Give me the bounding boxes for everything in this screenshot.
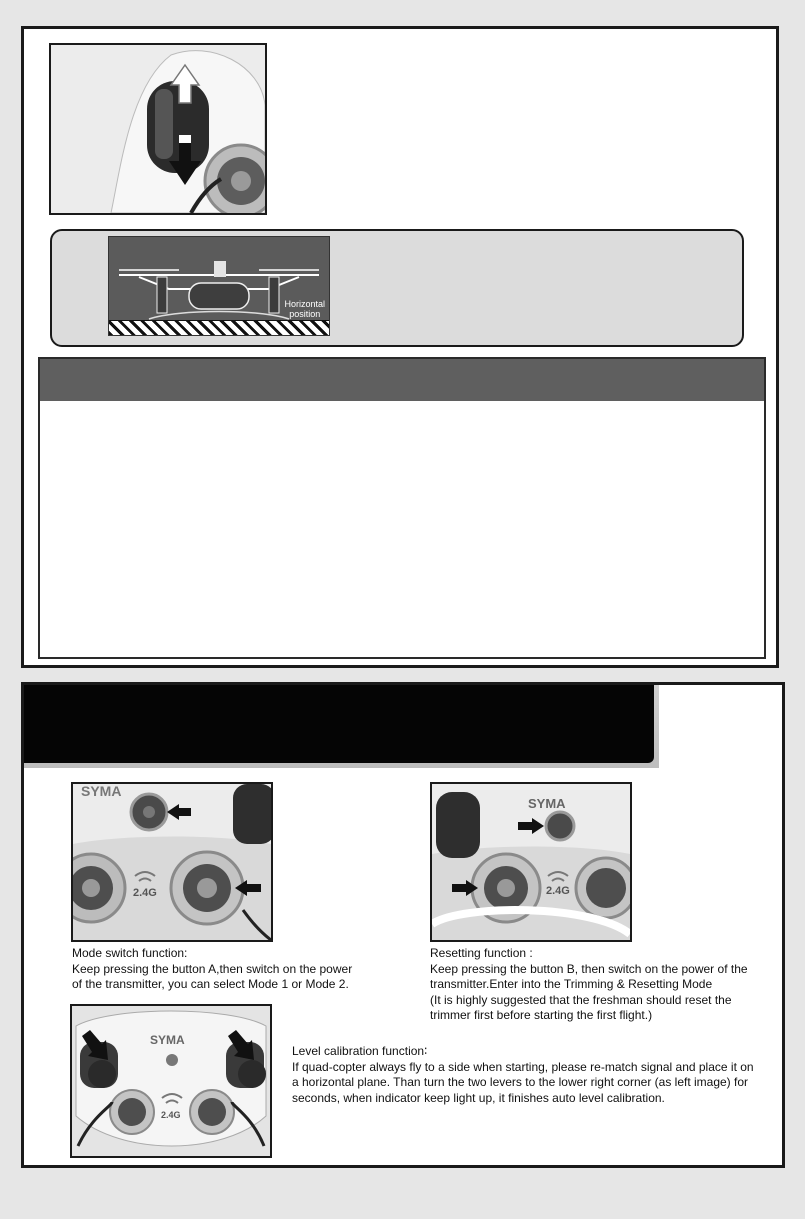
resetting-heading: Resetting function : — [430, 946, 533, 960]
level-calibration-line: If quad-copter always fly to a side when starting, please re-match signal and place it on — [292, 1059, 754, 1074]
band-label: 2.4G — [546, 885, 570, 897]
level-calibration-line: seconds, when indicator keep light up, it finishes auto level calibration. — [292, 1090, 665, 1105]
throttle-stick-photo — [49, 43, 267, 215]
resetting-line: trimmer first before starting the first flight.) — [430, 1008, 653, 1022]
mode-switch-line: of the transmitter, you can select Mode 1 or Mode 2. — [72, 977, 349, 991]
brand-logo: SYMA — [528, 796, 566, 811]
resetting-line: Keep pressing the button B, then switch on the power of the — [430, 961, 748, 976]
mode-switch-heading: Mode switch function: — [72, 946, 188, 960]
level-calibration-heading: Level calibration function∶ — [292, 1044, 428, 1058]
level-calibration-description — [292, 1044, 754, 1106]
hatched-ground-strip — [109, 320, 329, 335]
resetting-line: (It is highly suggested that the freshman should reset the — [430, 992, 732, 1007]
resetting-photo — [430, 782, 632, 942]
resetting-line: transmitter.Enter into the Trimming & Resetting Mode — [430, 977, 713, 991]
mode-switch-line: Keep pressing the button A,then switch on the power — [72, 961, 353, 976]
level-calibration-line: a horizontal plane. Than turn the two levers to the lower right corner (as left image) for — [292, 1075, 749, 1089]
horizontal-position-caption — [284, 299, 325, 319]
brand-logo: SYMA — [150, 1033, 185, 1047]
level-calibration-photo — [70, 1004, 272, 1158]
caption-line-2: position — [289, 309, 321, 319]
drone-on-level-surface-photo — [108, 236, 330, 336]
mode-switch-photo — [71, 782, 273, 942]
band-label: 2.4G — [161, 1110, 181, 1120]
notice-box — [38, 357, 766, 659]
section-header-bar — [24, 685, 654, 763]
mode-switch-description — [72, 946, 352, 993]
caption-line-1: Horizontal — [284, 299, 325, 309]
brand-logo: SYMA — [81, 784, 122, 799]
resetting-description — [430, 946, 748, 1024]
band-label: 2.4G — [133, 887, 157, 899]
notice-header-bar — [40, 359, 764, 401]
